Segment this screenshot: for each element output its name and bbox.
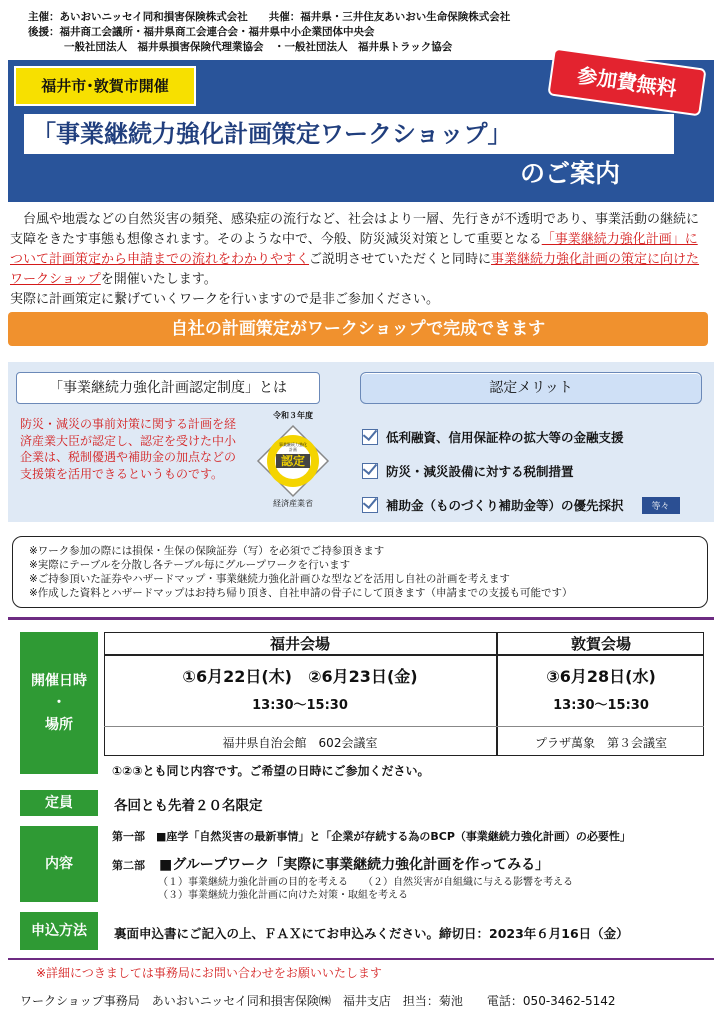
venue-dates-tsuruga: ③6月28日(水) — [546, 667, 656, 686]
checkbox-icon — [362, 429, 378, 445]
cert-ring-text: 事業継続力強化計画 — [279, 442, 307, 452]
intro-part-c: を開催いたします。 — [100, 272, 217, 287]
note-item: ※作成した資料とハザードマップはお持ち帰り頂き、自社申請の骨子にして頂きます（申請までの支援も可能です） — [29, 587, 573, 599]
note-item: ※ワーク参加の際には損保・生保の保険証券（写）を必須でご持参頂きます — [29, 545, 385, 557]
footer-divider — [8, 958, 714, 960]
part1-text: ■座学「自然災害の最新事情」と「企業が存続する為のBCP（事業継続力強化計画）の必要性」 — [156, 830, 631, 843]
venue-name-fukui: 福井会場 — [269, 635, 330, 653]
schedule-label-2: ・ — [52, 695, 66, 711]
page-title: 「事業継続力強化計画策定ワークショップ」 — [32, 120, 512, 148]
system-description: 防災・減災の事前対策に関する計画を経済産業大臣が認定し、認定を受けた中小企業は、税制優遇や補助金の加点などの支援策を活用できるというものです。 — [20, 417, 237, 481]
part1-label: 第一部 — [112, 830, 145, 843]
organizer-line-3: 一般社団法人 福井県損害保険代理業協会 ・一般社団法人 福井県トラック協会 — [64, 41, 453, 53]
highlight-bar: 自社の計画策定がワークショップで完成できます — [8, 312, 708, 346]
capacity-text: 各回とも先着２０名限定 — [114, 798, 263, 814]
part2-subitems — [158, 876, 573, 902]
same-content-note: ①②③とも同じ内容です。ご希望の日時にご参加ください。 — [112, 764, 430, 778]
part2-text: ■グループワーク「実際に事業継続力強化計画を作ってみる」 — [159, 857, 550, 873]
part1 — [112, 828, 631, 844]
apply-text: 裏面申込書にご記入の上、ＦＡＸにてお申込みください。締切日：2023年６月16日（金） — [114, 926, 629, 941]
merits-heading: 認定メリット — [360, 372, 702, 404]
schedule-label-3: 場所 — [45, 717, 73, 733]
inquiry-note: ※詳細につきましては事務局にお問い合わせをお願いいたします — [36, 966, 382, 980]
intro-part-a: 台風や地震などの自然災害の頻発、感染症の流行など、社会はより一層、先行きが不透明であり、事業活動の継続に支障をきたす事態も想像されます。そのような中で、今般、防災減災対策として重要となる — [10, 212, 700, 247]
apply-label: 申込方法 — [20, 912, 98, 950]
intro-highlight-1: 「事業継続力強化計画」について計画策定から申請までの流れをわかりやすく — [10, 232, 698, 267]
merit-label: 補助金（ものづくり補助金等）の優先採択 — [386, 498, 624, 513]
section-divider — [8, 617, 714, 620]
merit-item — [362, 488, 702, 522]
venue-room-fukui: 福井県自治会館 602会議室 — [222, 736, 378, 750]
cert-ministry: 経済産業省 — [273, 499, 313, 508]
system-heading: 「事業継続力強化計画認定制度」とは — [16, 372, 320, 404]
merit-item — [362, 420, 702, 454]
merit-item — [362, 454, 702, 488]
certification-mark-icon — [252, 408, 334, 510]
intro-highlight-2: 事業継続力強化計画の策定に向けたワークショップ — [10, 252, 700, 287]
organizer-line-1: 主催：あいおいニッセイ同和損害保険株式会社 共催：福井県・三井住友あいおい生命保険株式会社 — [28, 11, 511, 23]
checkbox-icon — [362, 463, 378, 479]
cert-main: 認定 — [280, 454, 305, 468]
content-label: 内容 — [20, 826, 98, 902]
table-divider — [104, 654, 704, 656]
part2-label: 第二部 — [112, 859, 145, 872]
note-item: ※実際にテーブルを分散し各テーブル毎にグループワークを行います — [29, 559, 351, 571]
venue-room-tsuruga: プラザ萬象 第３会議室 — [534, 736, 667, 750]
intro-text — [10, 210, 710, 310]
merit-label: 防災・減災設備に対する税制措置 — [386, 464, 574, 479]
cert-year: 令和３年度 — [273, 411, 313, 420]
venue-dates-fukui: ①6月22日(木) ②6月23日(金) — [182, 667, 418, 686]
note-item: ※ご持参頂いた証券やハザードマップ・事業継続力強化計画ひな型などを活用し自社の計画を考えます — [29, 573, 510, 585]
schedule-label-1: 開催日時 — [31, 673, 87, 689]
notes-box — [12, 536, 708, 608]
subitem: （１）事業継続力強化計画の目的を考える （２）自然災害が自組織に与える影響を考える — [158, 877, 573, 888]
capacity-label: 定員 — [20, 790, 98, 816]
table-divider — [104, 726, 704, 727]
region-tag: 福井市･敦賀市開催 — [14, 66, 196, 106]
merit-label: 低利融資、信用保証枠の拡大等の金融支援 — [386, 430, 624, 445]
venue-time-tsuruga: 13:30～15:30 — [553, 698, 649, 713]
checkbox-icon — [362, 497, 378, 513]
part2 — [112, 854, 549, 874]
subitem: （３）事業継続力強化計画に向けた対策・取組を考える — [158, 890, 408, 901]
page-subtitle: のご案内 — [520, 159, 621, 188]
intro-paragraph-2: 実際に計画策定に繋げていくワークを行いますので是非ご参加ください。 — [10, 292, 440, 307]
free-badge: 参加費無料 — [550, 50, 705, 114]
merits-list — [362, 420, 702, 522]
intro-part-b: ご説明させていただくと同時に — [309, 252, 492, 267]
venue-time-fukui: 13:30～15:30 — [252, 698, 348, 713]
venue-name-tsuruga: 敦賀会場 — [570, 635, 631, 653]
schedule-label — [20, 632, 98, 774]
organizer-line-2: 後援：福井商工会議所・福井県商工会連合会・福井県中小企業団体中央会 — [28, 26, 375, 38]
footer-contact: ワークショップ事務局 あいおいニッセイ同和損害保険㈱ 福井支店 担当：菊池 電話：050-3462-5142 — [20, 994, 616, 1008]
etc-badge: 等々 — [642, 497, 680, 514]
